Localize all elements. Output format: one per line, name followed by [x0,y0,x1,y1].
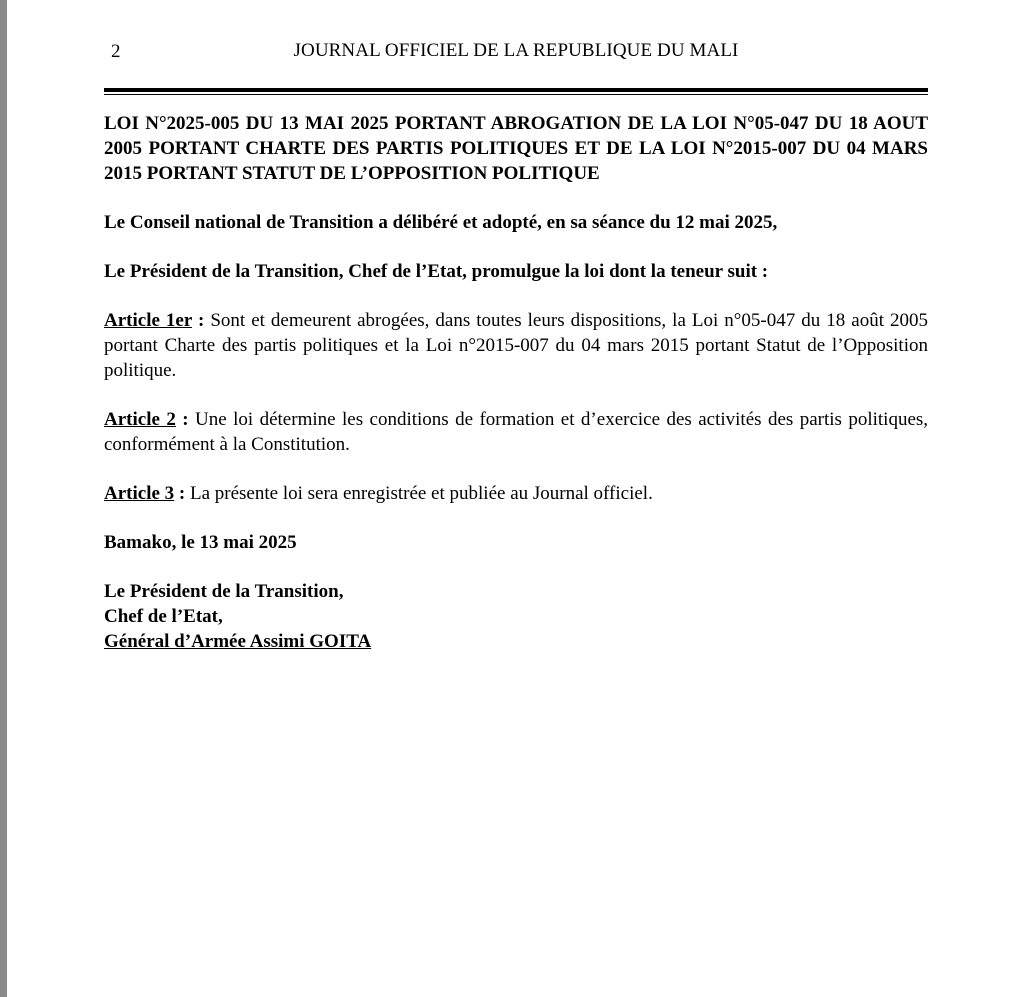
place-date: Bamako, le 13 mai 2025 [104,532,297,553]
article-3-separator: : [174,483,190,504]
article-3 [104,481,928,506]
journal-header-title: JOURNAL OFFICIEL DE LA REPUBLIQUE DU MALI [293,40,739,61]
article-2-text: Une loi détermine les conditions de formation et d’exercice des activités des partis politiques, conformément à la Constitution. [104,409,929,455]
page-number: 2 [111,41,121,62]
law-title: LOI N°2025-005 DU 13 MAI 2025 PORTANT ABROGATION DE LA LOI N°05-047 DU 18 AOUT 2005 PORTANT CHARTE DES PARTIS POLITIQUES ET DE LA LOI N°2015-007 DU 04 MARS 2015 PORTANT STATUT DE L’OPPOSITION POLITIQUE [104,113,928,184]
article-1-label: Article 1er [104,310,192,331]
article-2-label: Article 2 [104,409,176,430]
signature-block [104,579,928,654]
deliberation-statement: Le Conseil national de Transition a délibéré et adopté, en sa séance du 12 mai 2025, [104,212,778,233]
law-content [104,111,928,654]
article-3-label: Article 3 [104,483,175,504]
article-1 [104,308,928,383]
article-1-text: Sont et demeurent abrogées, dans toutes leurs dispositions, la Loi n°05-047 du 18 août 2005 portant Charte des partis politiques et la Loi n°2015-007 du 04 mars 2015 portant Statut de l’Opposition politique. [104,310,928,381]
article-3-text: La présente loi sera enregistrée et publiée au Journal officiel. [189,483,653,504]
signatory-title-2: Chef de l’Etat, [104,606,223,627]
header-rule-thick [104,88,928,92]
article-2 [104,407,928,457]
header-rule-thin [104,94,928,95]
article-1-separator: : [191,310,211,331]
signatory-name: Général d’Armée Assimi GOITA [104,631,372,652]
signatory-title-1: Le Président de la Transition, [104,581,344,602]
article-2-separator: : [175,409,196,430]
promulgation-statement: Le Président de la Transition, Chef de l’Etat, promulgue la loi dont la teneur suit : [104,261,769,282]
